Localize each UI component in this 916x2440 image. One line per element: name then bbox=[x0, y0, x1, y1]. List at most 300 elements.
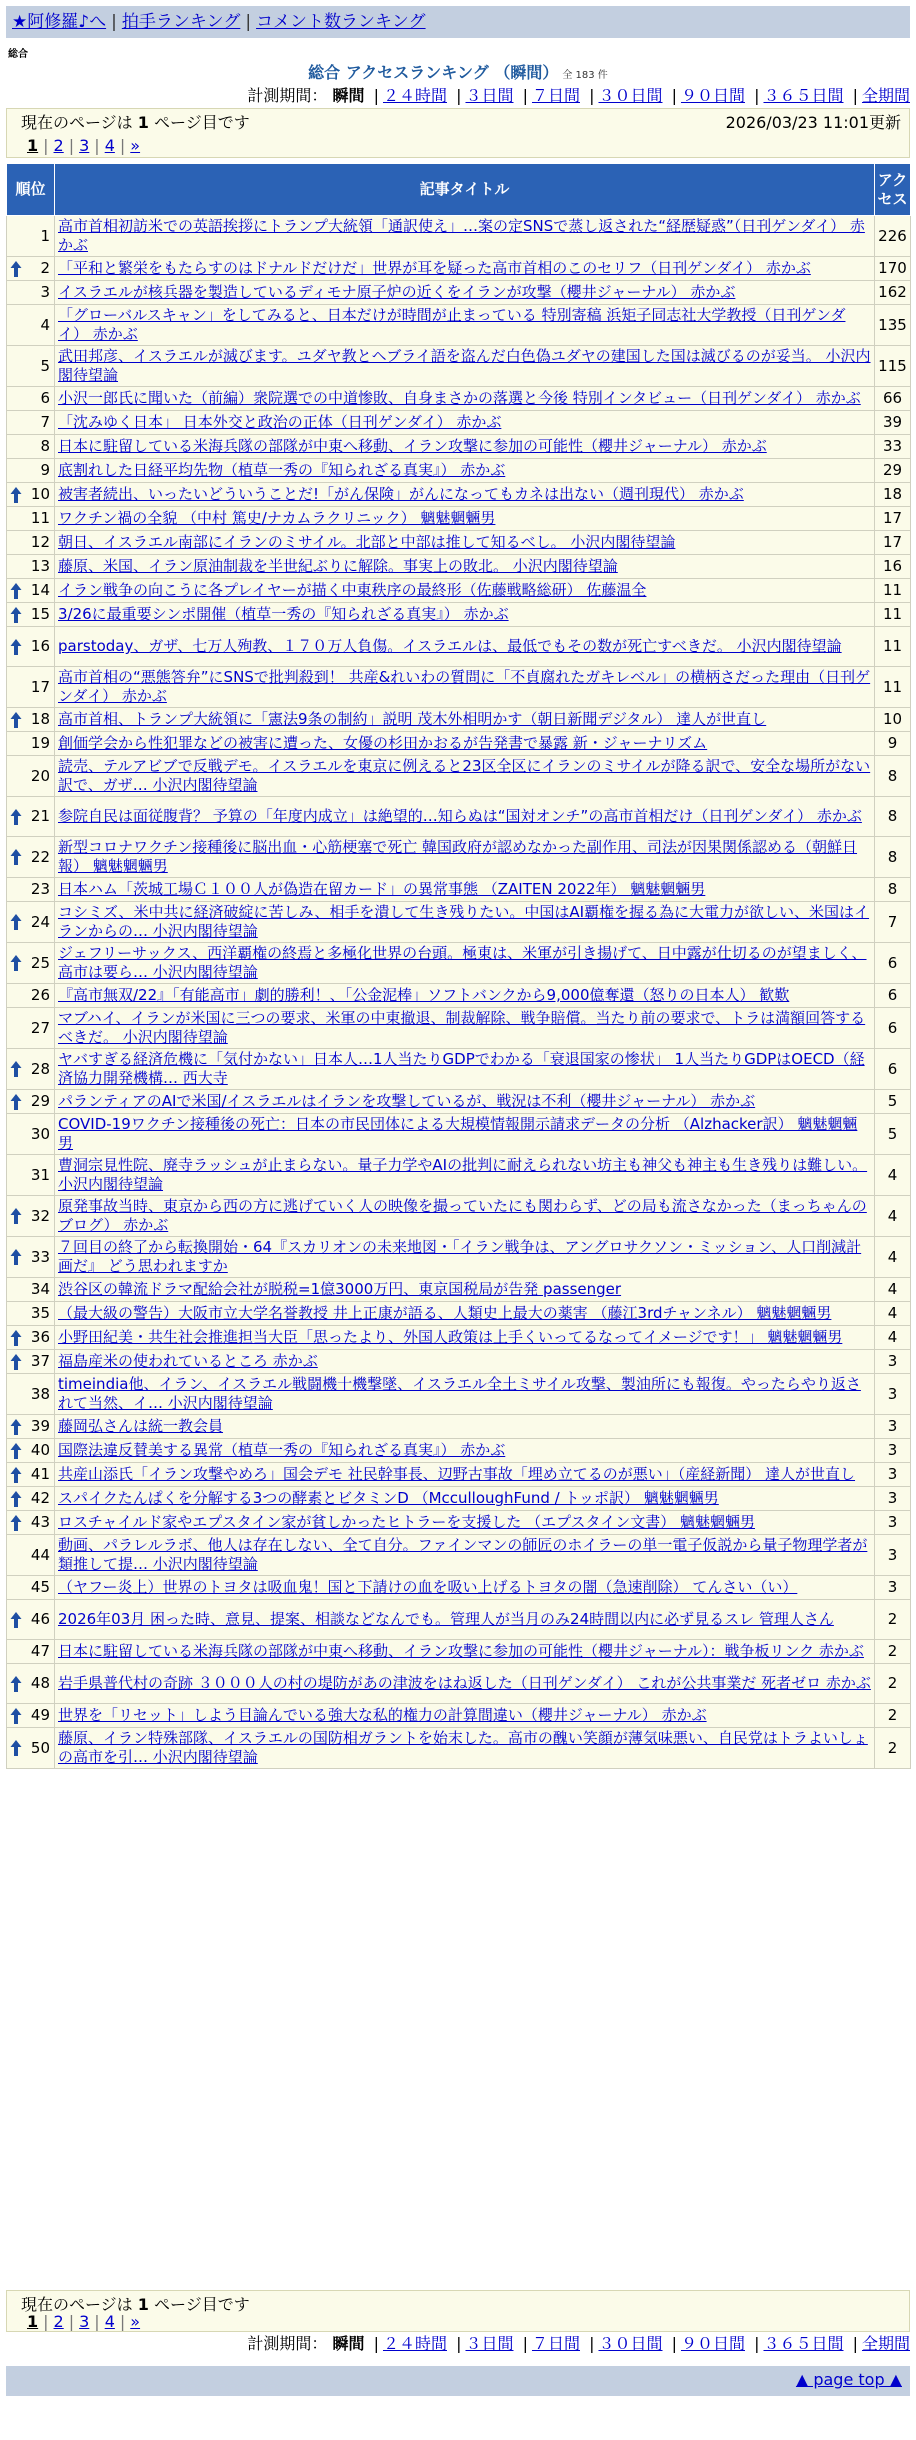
rank-number: 6 bbox=[40, 389, 50, 407]
title-cell bbox=[55, 1704, 875, 1728]
table-row bbox=[7, 531, 911, 555]
access-count: 8 bbox=[875, 878, 911, 902]
table-row bbox=[7, 1439, 911, 1463]
title-cell bbox=[55, 483, 875, 507]
access-count: 2 bbox=[875, 1704, 911, 1728]
period-link-90d[interactable]: ９０日間 bbox=[680, 86, 745, 105]
rank-cell bbox=[7, 943, 55, 984]
article-title-link[interactable]: 小沢一郎氏に聞いた（前編）衆院選での中道惨敗、自身まさかの落選と今後 特別インタビュー（日刊ゲンダイ） 赤かぶ bbox=[58, 389, 861, 407]
rank-number: 46 bbox=[30, 1610, 50, 1628]
title-cell bbox=[55, 878, 875, 902]
access-count: 2 bbox=[875, 1640, 911, 1664]
pager-next[interactable]: » bbox=[130, 2312, 141, 2331]
article-title-link[interactable]: 藤原、米国、イラン原油制裁を半世紀ぶりに解除。事実上の敗北。 小沢内閣待望論 bbox=[58, 557, 618, 575]
period-link-30d[interactable]: ３０日間 bbox=[598, 2334, 663, 2353]
article-title-link[interactable]: timeindia他、イラン、イスラエル戦闘機十機撃墜、イスラエル全土ミサイル攻撃、製油所にも報復。やったらやり返されて当然、イ… 小沢内閣待望論 bbox=[58, 1375, 861, 1412]
table-row bbox=[7, 943, 911, 984]
rank-cell bbox=[7, 1576, 55, 1600]
title-cell bbox=[55, 797, 875, 837]
access-count: 3 bbox=[875, 1511, 911, 1535]
rank-cell bbox=[7, 797, 55, 837]
rank-number: 7 bbox=[40, 413, 50, 431]
title-cell bbox=[55, 1008, 875, 1049]
article-title-link[interactable]: 動画、パラレルラボ、他人は存在しない、全て自分。ファインマンの師匠のホイラーの単一電子仮説から量子物理学者が類推して提… 小沢内閣待望論 bbox=[58, 1536, 868, 1573]
access-count: 3 bbox=[875, 1439, 911, 1463]
title-cell bbox=[55, 1511, 875, 1535]
rank-cell bbox=[7, 216, 55, 257]
rank-number: 26 bbox=[30, 986, 50, 1004]
title-cell bbox=[55, 1237, 875, 1278]
pager-page-3[interactable]: 3 bbox=[79, 136, 90, 155]
access-count: 162 bbox=[875, 281, 911, 305]
up-arrow-icon bbox=[10, 486, 22, 504]
title-cell bbox=[55, 603, 875, 627]
rank-number: 31 bbox=[30, 1165, 50, 1184]
rank-cell bbox=[7, 1535, 55, 1576]
access-count: 2 bbox=[875, 1600, 911, 1640]
rank-cell bbox=[7, 1374, 55, 1415]
access-count: 226 bbox=[875, 216, 911, 257]
table-row bbox=[7, 627, 911, 667]
rank-cell bbox=[7, 878, 55, 902]
access-count: 4 bbox=[875, 1237, 911, 1278]
rank-cell bbox=[7, 1302, 55, 1326]
up-arrow-icon bbox=[10, 260, 22, 278]
access-count: 4 bbox=[875, 1326, 911, 1350]
table-row bbox=[7, 555, 911, 579]
article-title-link[interactable]: 共産山添氏「イラン攻撃やめろ」国会デモ 社民幹事長、辺野古事故「埋め立てるのが悪い」（産経新聞） 達人が世直し bbox=[58, 1465, 856, 1483]
rank-number: 23 bbox=[30, 880, 50, 898]
article-title-link[interactable]: マブハイ、イランが米国に三つの要求、米軍の中東撤退、制裁解除、戦争賠償。当たり前の要求で、トラは満額回答するべきだ。 小沢内閣待望論 bbox=[58, 1009, 866, 1046]
article-title-link[interactable]: 福島産米の使われているところ 赤かぶ bbox=[58, 1352, 318, 1370]
rank-cell bbox=[7, 1155, 55, 1196]
table-row bbox=[7, 507, 911, 531]
table-row bbox=[7, 1114, 911, 1155]
rank-cell bbox=[7, 281, 55, 305]
article-title-link[interactable]: 朝日、イスラエル南部にイランのミサイル。北部と中部は推して知るべし。 小沢内閣待望論 bbox=[58, 533, 676, 551]
access-count: 135 bbox=[875, 305, 911, 346]
title-cell bbox=[55, 555, 875, 579]
rank-cell bbox=[7, 1114, 55, 1155]
table-row bbox=[7, 1090, 911, 1114]
up-arrow-icon bbox=[10, 711, 22, 729]
table-row bbox=[7, 459, 911, 483]
access-count: 10 bbox=[875, 708, 911, 732]
article-title-link[interactable]: 創価学会から性犯罪などの被害に遭った、女優の杉田かおるが告発書で暴露 新・ジャーナリズム bbox=[58, 734, 708, 752]
table-row bbox=[7, 1487, 911, 1511]
ranking-table bbox=[6, 163, 911, 1769]
article-title-link[interactable]: 『高市無双/22』「有能高市」劇的勝利！、「公金泥棒」ソフトバンクから9,000億奪還（怒りの日本人） 歓歎 bbox=[58, 986, 790, 1004]
article-title-link[interactable]: 小野田紀美・共生社会推進担当大臣「思ったより、外国人政策は上手くいってるなってイメージです！」 魑魅魍魎男 bbox=[58, 1328, 843, 1346]
access-count: 6 bbox=[875, 1008, 911, 1049]
title-cell bbox=[55, 1640, 875, 1664]
pager-page-1[interactable]: 1 bbox=[27, 136, 39, 155]
rank-cell bbox=[7, 483, 55, 507]
article-title-link[interactable]: コシミズ、米中共に経済破綻に苦しみ、相手を潰して生き残りたい。中国はAI覇権を握る為に大電力が欲しい、米国はイランからの… 小沢内閣待望論 bbox=[58, 903, 870, 940]
rank-cell bbox=[7, 837, 55, 878]
rank-cell bbox=[7, 1463, 55, 1487]
title-cell bbox=[55, 1278, 875, 1302]
access-count: 8 bbox=[875, 756, 911, 797]
rank-cell bbox=[7, 257, 55, 281]
title-cell bbox=[55, 281, 875, 305]
rank-number: 37 bbox=[30, 1352, 50, 1370]
article-title-link[interactable]: COVID-19ワクチン接種後の死亡：日本の市民団体による大規模情報開示請求データの分析 （Alzhacker訳） 魑魅魍魎男 bbox=[58, 1115, 858, 1152]
period-current: 瞬間 bbox=[332, 2334, 365, 2353]
table-row bbox=[7, 1237, 911, 1278]
rank-number: 5 bbox=[40, 356, 50, 375]
rank-number: 47 bbox=[30, 1642, 50, 1660]
rank-cell bbox=[7, 346, 55, 387]
rank-number: 11 bbox=[30, 509, 50, 527]
table-row bbox=[7, 257, 911, 281]
title-cell bbox=[55, 708, 875, 732]
title-cell bbox=[55, 531, 875, 555]
table-row bbox=[7, 1302, 911, 1326]
title-cell bbox=[55, 579, 875, 603]
period-link-all[interactable]: 全期間 bbox=[861, 86, 910, 105]
period-link-7d[interactable]: ７日間 bbox=[531, 86, 580, 105]
period-link-24h[interactable]: ２４時間 bbox=[382, 86, 447, 105]
table-row bbox=[7, 1278, 911, 1302]
article-title-link[interactable]: 日本に駐留している米海兵隊の部隊が中東へ移動、イラン攻撃に参加の可能性（櫻井ジャーナル）：戦争板リンク 赤かぶ bbox=[58, 1642, 864, 1660]
title-cell bbox=[55, 943, 875, 984]
article-title-link[interactable]: 武田邦彦、イスラエルが滅びます。ユダヤ教とヘブライ語を盗んだ白色偽ユダヤの建国した国は滅びるのが妥当。 小沢内閣待望論 bbox=[58, 347, 871, 384]
article-title-link[interactable]: 高市首相初訪米での英語挨拶にトランプ大統領「通訳使え」…案の定SNSで蒸し返された“経歴疑惑”（日刊ゲンダイ） 赤かぶ bbox=[58, 217, 865, 254]
up-arrow-icon bbox=[10, 1353, 22, 1371]
pager-page-4[interactable]: 4 bbox=[104, 136, 115, 155]
table-row bbox=[7, 797, 911, 837]
rank-number: 34 bbox=[30, 1280, 50, 1298]
article-title-link[interactable]: 世界を「リセット」しよう目論んでいる強大な私的権力の計算間違い（櫻井ジャーナル） 赤かぶ bbox=[58, 1706, 707, 1724]
title-cell bbox=[55, 459, 875, 483]
rank-cell bbox=[7, 603, 55, 627]
article-title-link[interactable]: （最大級の警告）大阪市立大学名誉教授 井上正康が語る、人類史上最大の薬害 （藤江3rdチャンネル） 魑魅魍魎男 bbox=[58, 1304, 832, 1322]
up-arrow-icon bbox=[10, 638, 22, 656]
access-count: 3 bbox=[875, 1415, 911, 1439]
article-title-link[interactable]: 読売、テルアビブで反戦デモ。イスラエルを東京に例えると23区全区にイランのミサイルが降る訳で、安全な場所がない訳で、ガザ… 小沢内閣待望論 bbox=[58, 757, 871, 794]
table-row bbox=[7, 878, 911, 902]
table-row bbox=[7, 1326, 911, 1350]
rank-cell bbox=[7, 1728, 55, 1769]
article-title-link[interactable]: 国際法違反賛美する異常（植草一秀の『知られざる真実』） 赤かぶ bbox=[58, 1441, 506, 1459]
period-link-365d[interactable]: ３６５日間 bbox=[763, 86, 844, 105]
article-title-link[interactable]: 高市首相、トランプ大統領に「憲法9条の制約」説明 茂木外相明かす（朝日新聞デジタル） 達人が世直し bbox=[58, 710, 767, 728]
rank-number: 1 bbox=[40, 226, 50, 245]
period-link-3d[interactable]: ３日間 bbox=[465, 2334, 514, 2353]
table-row bbox=[7, 1576, 911, 1600]
article-title-link[interactable]: 被害者続出、いったいどういうことだ!「がん保険」がんになってもカネは出ない（週刊現代） 赤かぶ bbox=[58, 485, 744, 503]
up-arrow-icon bbox=[10, 1611, 22, 1629]
table-row bbox=[7, 483, 911, 507]
rank-number: 9 bbox=[40, 461, 50, 479]
rank-cell bbox=[7, 1008, 55, 1049]
access-count: 17 bbox=[875, 507, 911, 531]
title-cell bbox=[55, 1439, 875, 1463]
article-title-link[interactable]: 高市首相の“悪態答弁”にSNSで批判殺到！ 共産&れいわの質問に「不貞腐れたガキレベル」の横柄さだった理由（日刊ゲンダイ） 赤かぶ bbox=[58, 668, 871, 705]
access-count: 66 bbox=[875, 387, 911, 411]
title-cell bbox=[55, 1049, 875, 1090]
up-arrow-icon bbox=[10, 808, 22, 826]
rank-cell bbox=[7, 1664, 55, 1704]
access-count: 9 bbox=[875, 732, 911, 756]
article-title-link[interactable]: ワクチン禍の全貌 （中村 篤史/ナカムラクリニック） 魑魅魍魎男 bbox=[58, 509, 496, 527]
article-title-link[interactable]: 渋谷区の韓流ドラマ配給会社が脱税=1億3000万円、東京国税局が告発 passenger bbox=[58, 1280, 622, 1298]
rank-number: 28 bbox=[30, 1059, 50, 1078]
current-page-number: 1 bbox=[137, 2295, 149, 2314]
page-top-link[interactable]: ▲ page top ▲ bbox=[795, 2370, 902, 2389]
access-count: 4 bbox=[875, 1278, 911, 1302]
rank-number: 40 bbox=[30, 1441, 50, 1459]
access-count: 11 bbox=[875, 579, 911, 603]
up-arrow-icon bbox=[10, 913, 22, 931]
rank-cell bbox=[7, 1415, 55, 1439]
rank-number: 41 bbox=[30, 1465, 50, 1483]
current-page-text: 現在のページは 1 ページ目です bbox=[21, 2295, 250, 2314]
title-cell bbox=[55, 411, 875, 435]
rank-cell bbox=[7, 1196, 55, 1237]
pager-next[interactable]: » bbox=[130, 136, 141, 155]
article-title-link[interactable]: ７回目の終了から転換開始・64『スカリオンの未来地図・「イラン戦争は、アングロサクソン・ミッション、人口削減計画だ』 どう思われますか bbox=[58, 1238, 862, 1275]
rank-cell bbox=[7, 387, 55, 411]
rank-number: 30 bbox=[30, 1124, 50, 1143]
access-count: 17 bbox=[875, 531, 911, 555]
article-title-link[interactable]: 3/26に最重要シンポ開催（植草一秀の『知られざる真実』） 赤かぶ bbox=[58, 605, 509, 623]
article-title-link[interactable]: 底割れした日経平均先物（植草一秀の『知られざる真実』） 赤かぶ bbox=[58, 461, 506, 479]
table-row bbox=[7, 756, 911, 797]
access-count: 5 bbox=[875, 1114, 911, 1155]
rank-cell bbox=[7, 555, 55, 579]
table-row bbox=[7, 902, 911, 943]
title-cell bbox=[55, 1576, 875, 1600]
title-cell bbox=[55, 627, 875, 667]
period-link-90d[interactable]: ９０日間 bbox=[680, 2334, 745, 2353]
period-link-3d[interactable]: ３日間 bbox=[465, 86, 514, 105]
table-row bbox=[7, 1640, 911, 1664]
access-count: 3 bbox=[875, 1487, 911, 1511]
access-count: 3 bbox=[875, 1374, 911, 1415]
article-title-link[interactable]: 2026年03月 困った時、意見、提案、相談などなんでも。管理人が当月のみ24時間以内に必ず見るスレ 管理人さん bbox=[58, 1610, 834, 1628]
up-arrow-icon bbox=[10, 1093, 22, 1111]
rank-cell bbox=[7, 627, 55, 667]
period-label: 計測期間： bbox=[247, 86, 328, 105]
up-arrow-icon bbox=[10, 606, 22, 624]
access-count: 3 bbox=[875, 1463, 911, 1487]
title-cell bbox=[55, 1114, 875, 1155]
table-row bbox=[7, 1350, 911, 1374]
article-title-link[interactable]: イスラエルが核兵器を製造しているディモナ原子炉の近くをイランが攻撃（櫻井ジャーナル） 赤かぶ bbox=[58, 283, 736, 301]
rank-number: 25 bbox=[30, 953, 50, 972]
rank-number: 15 bbox=[30, 605, 50, 623]
article-title-link[interactable]: 岩手県普代村の奇跡 ３０００人の村の堤防があの津波をはね返した（日刊ゲンダイ） これが公共事業だ 死者ゼロ 赤かぶ bbox=[58, 1674, 871, 1692]
access-count: 3 bbox=[875, 1535, 911, 1576]
rank-number: 19 bbox=[30, 734, 50, 752]
rank-number: 45 bbox=[30, 1578, 50, 1596]
rank-cell bbox=[7, 305, 55, 346]
rank-number: 38 bbox=[30, 1384, 50, 1403]
pager-page-2[interactable]: 2 bbox=[53, 2312, 64, 2331]
rank-number: 13 bbox=[30, 557, 50, 575]
rank-cell bbox=[7, 1326, 55, 1350]
table-row bbox=[7, 579, 911, 603]
up-arrow-icon bbox=[10, 1060, 22, 1078]
article-title-link[interactable]: 「グローバルスキャン」をしてみると、日本だけが時間が止まっている 特別寄稿 浜矩子同志社大学教授（日刊ゲンダイ） 赤かぶ bbox=[58, 306, 846, 343]
rank-cell bbox=[7, 507, 55, 531]
rank-number: 48 bbox=[30, 1674, 50, 1692]
table-row bbox=[7, 667, 911, 708]
period-link-30d[interactable]: ３０日間 bbox=[598, 86, 663, 105]
period-link-7d[interactable]: ７日間 bbox=[531, 2334, 580, 2353]
pager-page-3[interactable]: 3 bbox=[79, 2312, 90, 2331]
article-title-link[interactable]: 藤岡弘さんは統一教会員 bbox=[58, 1417, 224, 1435]
rank-number: 21 bbox=[30, 807, 50, 825]
up-arrow-icon bbox=[10, 1675, 22, 1693]
updated-timestamp: 2026/03/23 11:01更新 bbox=[725, 113, 901, 132]
period-bar-bottom: 計測期間： 瞬間 | ２４時間 | ３日間 | ７日間 | ３０日間 | ９０日間 | ３６５日間 | 全期間 bbox=[247, 2334, 910, 2353]
current-page-text: 現在のページは 1 ページ目です bbox=[21, 113, 250, 132]
table-row bbox=[7, 1008, 911, 1049]
rank-number: 17 bbox=[30, 677, 50, 696]
title-cell bbox=[55, 346, 875, 387]
page-info-panel-top bbox=[6, 108, 910, 158]
table-row bbox=[7, 1535, 911, 1576]
nav-link-asyura[interactable]: ★阿修羅♪へ bbox=[12, 12, 107, 32]
table-row bbox=[7, 1704, 911, 1728]
access-count: 2 bbox=[875, 1664, 911, 1704]
rank-cell bbox=[7, 579, 55, 603]
rank-cell bbox=[7, 1640, 55, 1664]
rank-number: 4 bbox=[40, 315, 50, 334]
article-title-link[interactable]: 曹洞宗見性院、廃寺ラッシュが止まらない。量子力学やAIの批判に耐えられない坊主も神父も神主も生き残りは難しい。 小沢内閣待望論 bbox=[58, 1156, 868, 1193]
access-count: 8 bbox=[875, 837, 911, 878]
rank-number: 49 bbox=[30, 1706, 50, 1724]
article-title-link[interactable]: ジェフリーサックス、西洋覇権の終焉と多極化世界の台頭。極東は、米軍が引き揚げて、日中露が仕切るのが望ましく、高市は要ら… 小沢内閣待望論 bbox=[58, 944, 867, 981]
table-row bbox=[7, 1374, 911, 1415]
article-title-link[interactable]: parstoday、ガザ、七万人殉教、１７０万人負傷。イスラエルは、最低でもその数が死亡すべきだ。 小沢内閣待望論 bbox=[58, 637, 842, 655]
period-link-24h[interactable]: ２４時間 bbox=[382, 2334, 447, 2353]
rank-cell bbox=[7, 1278, 55, 1302]
access-count: 6 bbox=[875, 943, 911, 984]
access-count: 2 bbox=[875, 1728, 911, 1769]
period-link-all[interactable]: 全期間 bbox=[861, 2334, 910, 2353]
nav-link-comment-ranking[interactable]: コメント数ランキング bbox=[256, 12, 426, 32]
table-row bbox=[7, 984, 911, 1008]
table-row bbox=[7, 1196, 911, 1237]
nav-separator: | bbox=[111, 12, 117, 32]
up-arrow-icon bbox=[10, 582, 22, 600]
access-count: 6 bbox=[875, 984, 911, 1008]
table-row bbox=[7, 216, 911, 257]
table-row bbox=[7, 435, 911, 459]
table-row bbox=[7, 305, 911, 346]
table-row bbox=[7, 1600, 911, 1640]
page-title-block bbox=[8, 63, 908, 86]
header-title: 記事タイトル bbox=[55, 164, 875, 216]
title-cell bbox=[55, 1196, 875, 1237]
article-title-link[interactable]: 原発事故当時、東京から西の方に逃げていく人の映像を撮っていたにも関わらず、どの局も流さなかった（まっちゃんのブログ） 赤かぶ bbox=[58, 1197, 867, 1234]
access-count: 29 bbox=[875, 459, 911, 483]
rank-number: 43 bbox=[30, 1513, 50, 1531]
title-cell bbox=[55, 387, 875, 411]
nav-link-applause-ranking[interactable]: 拍手ランキング bbox=[121, 12, 241, 32]
rank-number: 10 bbox=[30, 485, 50, 503]
table-row bbox=[7, 281, 911, 305]
article-title-link[interactable]: 藤原、イラン特殊部隊、イスラエルの国防相ガラントを始末した。高市の醜い笑顔が薄気味悪い、自民党はトラよいしょの高市を引… 小沢内閣待望論 bbox=[58, 1729, 868, 1766]
access-count: 4 bbox=[875, 1302, 911, 1326]
rank-cell bbox=[7, 531, 55, 555]
title-cell bbox=[55, 732, 875, 756]
article-title-link[interactable]: 新型コロナワクチン接種後に脳出血・心筋梗塞で死亡 韓国政府が認めなかった副作用、司法が因果関係認める（朝鮮日報） 魑魅魍魎男 bbox=[58, 838, 858, 875]
rank-cell bbox=[7, 1439, 55, 1463]
title-cell bbox=[55, 837, 875, 878]
rank-number: 36 bbox=[30, 1328, 50, 1346]
up-arrow-icon bbox=[10, 1466, 22, 1484]
period-link-365d[interactable]: ３６５日間 bbox=[763, 2334, 844, 2353]
rank-cell bbox=[7, 1350, 55, 1374]
rank-cell bbox=[7, 435, 55, 459]
header-rank: 順位 bbox=[7, 164, 55, 216]
article-title-link[interactable]: （ヤフー炎上）世界のトヨタは吸血鬼！国と下請けの血を吸い上げるトヨタの闇（急速削除） てんさい（い） bbox=[58, 1578, 798, 1596]
ranking-table-body bbox=[7, 216, 911, 1769]
rank-cell bbox=[7, 902, 55, 943]
table-row bbox=[7, 346, 911, 387]
rank-cell bbox=[7, 411, 55, 435]
title-cell bbox=[55, 507, 875, 531]
rank-number: 12 bbox=[30, 533, 50, 551]
rank-number: 27 bbox=[30, 1018, 50, 1037]
title-cell bbox=[55, 902, 875, 943]
up-arrow-icon bbox=[10, 1207, 22, 1225]
article-title-link[interactable]: 日本に駐留している米海兵隊の部隊が中東へ移動、イラン攻撃に参加の可能性（櫻井ジャーナル） 赤かぶ bbox=[58, 437, 767, 455]
title-cell bbox=[55, 216, 875, 257]
title-cell bbox=[55, 1326, 875, 1350]
title-cell bbox=[55, 1374, 875, 1415]
title-cell bbox=[55, 1090, 875, 1114]
rank-cell bbox=[7, 984, 55, 1008]
rank-number: 29 bbox=[30, 1092, 50, 1110]
rank-number: 24 bbox=[30, 912, 50, 931]
rank-cell bbox=[7, 1090, 55, 1114]
article-title-link[interactable]: 「平和と繁栄をもたらすのはドナルドだけだ」世界が耳を疑った高市首相のこのセリフ（日刊ゲンダイ） 赤かぶ bbox=[58, 259, 811, 277]
article-title-link[interactable]: イラン戦争の向こうに各プレイヤーが描く中東秩序の最終形（佐藤戦略総研） 佐藤温全 bbox=[58, 581, 647, 599]
pager-page-4[interactable]: 4 bbox=[104, 2312, 115, 2331]
pager-page-2[interactable]: 2 bbox=[53, 136, 64, 155]
rank-number: 44 bbox=[30, 1545, 50, 1564]
article-title-link[interactable]: 日本ハム「茨城工場Ｃ１００人が偽造在留カード」の異常事態 （ZAITEN 2022年） 魑魅魍魎男 bbox=[58, 880, 706, 898]
rank-cell bbox=[7, 732, 55, 756]
up-arrow-icon bbox=[10, 1490, 22, 1508]
title-cell bbox=[55, 305, 875, 346]
table-header-row bbox=[7, 164, 911, 216]
table-row bbox=[7, 708, 911, 732]
article-title-link[interactable]: スパイクたんぱくを分解する3つの酵素とビタミンD （McculloughFund / トッポ訳） 魑魅魍魎男 bbox=[58, 1489, 719, 1507]
rank-cell bbox=[7, 1237, 55, 1278]
article-title-link[interactable]: ヤバすぎる経済危機に「気付かない」日本人…1人当たりGDPでわかる「衰退国家の惨状」 1人当たりGDPはOECD（経済協力開発機構… 西大寺 bbox=[58, 1050, 865, 1087]
access-count: 39 bbox=[875, 411, 911, 435]
article-title-link[interactable]: 「沈みゆく日本」 日本外交と政治の正体（日刊ゲンダイ） 赤かぶ bbox=[58, 413, 502, 431]
up-arrow-icon bbox=[10, 1739, 22, 1757]
access-count: 11 bbox=[875, 627, 911, 667]
table-row bbox=[7, 1463, 911, 1487]
rank-cell bbox=[7, 756, 55, 797]
pager-page-1[interactable]: 1 bbox=[27, 2312, 39, 2331]
title-cell bbox=[55, 1302, 875, 1326]
total-count: 全 183 件 bbox=[562, 70, 608, 81]
article-title-link[interactable]: パランティアのAIで米国/イスラエルはイランを攻撃しているが、戦況は不利（櫻井ジャーナル） 赤かぶ bbox=[58, 1092, 756, 1110]
period-label: 計測期間： bbox=[247, 2334, 328, 2353]
article-title-link[interactable]: ロスチャイルド家やエプスタイン家が貧しかったヒトラーを支援した （エプスタイン文書） 魑魅魍魎男 bbox=[58, 1513, 755, 1531]
article-title-link[interactable]: 参院自民は面従腹背？ 予算の「年度内成立」は絶望的…知らぬは“国対オンチ”の高市首相だけ（日刊ゲンダイ） 赤かぶ bbox=[58, 807, 862, 825]
